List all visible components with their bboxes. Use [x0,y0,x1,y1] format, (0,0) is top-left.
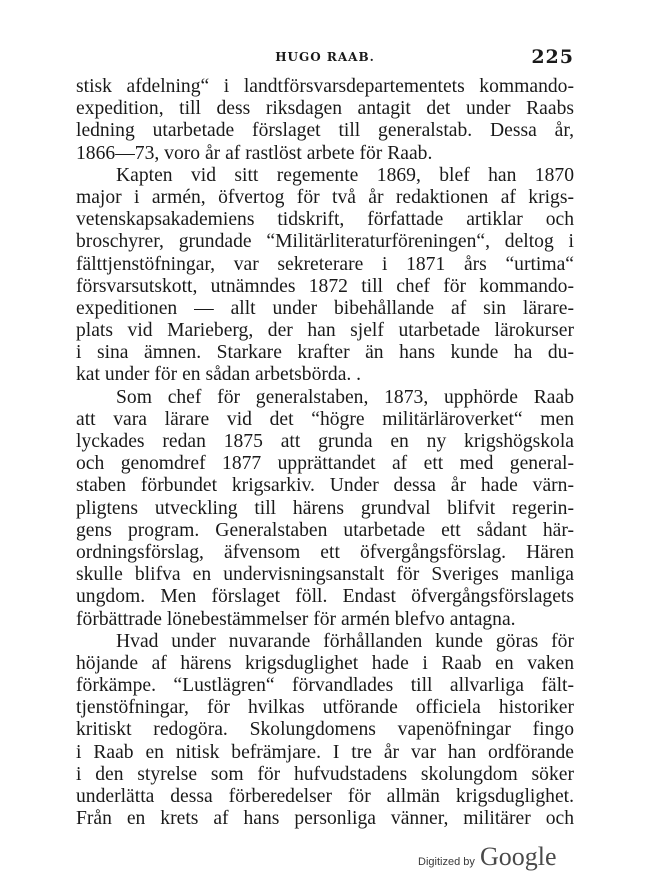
text-line: förkämpe. “Lustlägren“ förvandlades till allvarliga fält- [76,675,574,697]
text-line: broschyrer, grundade “Militärliteraturföreningen“, deltog i [76,231,574,253]
running-title: HUGO RAAB. [275,50,375,64]
text-line: skulle blifva en undervisningsanstalt för Sveriges manliga [76,564,574,586]
text-line: gens program. Generalstaben utarbetade ett sådant här- [76,519,574,541]
text-line: i sina ämnen. Starkare krafter än hans kunde ha du- [76,342,574,364]
text-line: att vara lärare vid det “högre militärläroverket“ men [76,408,574,430]
text-line: Från en krets af hans personliga vänner, militärer och [76,808,574,830]
text-line: stisk afdelning“ i landtförsvarsdepartementets kommando- [76,76,574,97]
digitized-stamp [418,842,557,872]
text-line: underlätta dessa förberedelser för allmän krigsduglighet. [76,786,574,807]
google-logo: Google [479,842,557,871]
text-line: förbättrade lönebestämmelser för armén blefvo antagna. [76,608,516,630]
text-line: ungdom. Men förslaget föll. Endast öfvergångsförslagets [76,586,574,608]
text-line: ledning utarbetade förslaget till generalstab. Dessa år, [76,120,574,142]
text-line: staben förbundet krigsarkiv. Under dessa år hade värn- [76,475,574,497]
text-line: Som chef för generalstaben, 1873, upphörde Raab [116,386,574,408]
text-line: expedition, till dess riksdagen antagit det under Raabs [76,98,574,120]
body-text [76,76,574,830]
digitized-prefix: Digitized by [418,856,475,868]
text-line: major i armén, öfvertog för två år redaktionen af krigs- [76,186,574,208]
text-line: kritiskt redogöra. Skolungdomens vapenöfningar fingo [76,719,574,741]
text-line: lyckades redan 1875 att grunda en ny krigshögskola [76,431,574,452]
text-line: Hvad under nuvarande förhållanden kunde göras för [116,630,574,652]
text-line: i den styrelse som för hufvudstadens skolungdom söker [76,763,574,785]
text-line: i Raab en nitisk befrämjare. I tre år var han ordförande [76,741,574,763]
text-line: pligtens utveckling till härens grundval blifvit regerin- [76,497,574,519]
text-line: ordningsförslag, äfvensom ett öfvergångsförslag. Hären [76,541,574,563]
text-line: plats vid Marieberg, der han sjelf utarbetade lärokurser [76,320,574,342]
running-header [76,46,574,68]
text-line: vetenskapsakademiens tidskrift, författade artiklar och [76,209,574,231]
text-line: fälttjenstöfningar, var sekreterare i 1871 års “urtima“ [76,253,574,275]
text-line: 1866—73, voro år af rastlöst arbete för Raab. [76,142,433,164]
text-line: höjande af härens krigsduglighet hade i Raab en vaken [76,652,574,674]
page-number: 225 [531,46,574,68]
text-line: tjenstöfningar, för hvilkas utförande officiela historiker [76,697,574,719]
text-line: kat under för en sådan arbetsbörda. . [76,364,362,386]
text-line: och genomdref 1877 upprättandet af ett med general- [76,453,574,475]
text-line: Kapten vid sitt regemente 1869, blef han 1870 [116,164,574,186]
text-line: försvarsutskott, utnämndes 1872 till chef för kommando- [76,275,574,297]
text-line: expeditionen — allt under bibehållande af sin lärare- [76,297,574,319]
